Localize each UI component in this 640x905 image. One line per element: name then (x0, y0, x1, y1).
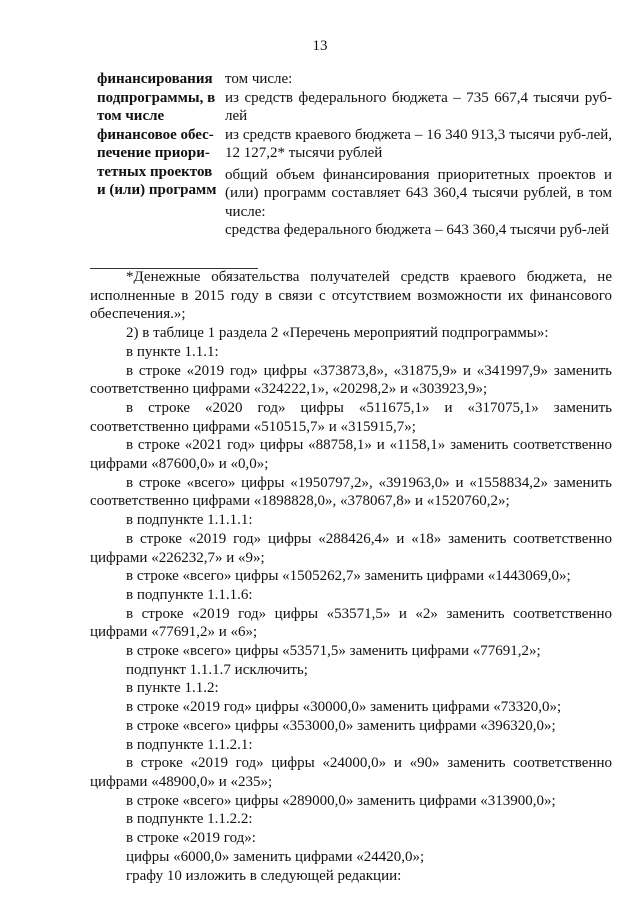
table-left-line: том числе (97, 108, 165, 124)
paragraph: в строке «всего» цифры «53571,5» заменить цифрами «77691,2»; (126, 643, 541, 660)
paragraph: в строке «2021 год» цифры «88758,1» и «1158,1» заменить соответственно цифрами «87600,0» и «0,0»; (90, 437, 612, 473)
paragraph: в пункте 1.1.1: (126, 343, 219, 360)
paragraph: в строке «2019 год» цифры «30000,0» заменить цифрами «73320,0»; (126, 699, 562, 716)
table-left-line: финансирования (97, 71, 213, 87)
table-right-para: из средств федерального бюджета – 735 667,4 тысячи руб-лей (225, 89, 612, 124)
paragraph: в подпункте 1.1.2.1: (126, 736, 253, 753)
table-left-line: подпрограммы, в (97, 89, 216, 106)
paragraph: в пункте 1.1.2: (126, 680, 219, 697)
table-right-cell (225, 70, 612, 240)
paragraph: в подпункте 1.1.1.1: (126, 512, 253, 529)
paragraph: в подпункте 1.1.1.6: (126, 586, 253, 603)
paragraph: подпункт 1.1.1.7 исключить; (126, 661, 308, 678)
paragraph: в строке «всего» цифры «353000,0» заменить цифрами «396320,0»; (126, 717, 556, 734)
table-right-para: общий объем финансирования приоритетных проектов и (или) программ составляет 643 360,4 тысячи рублей, в том числе: (225, 166, 612, 220)
paragraph: в строке «2019 год» цифры «373873,8», «31875,9» и «341997,9» заменить соответственно цифрами «324222,1», «20298,2» и «303923,9»; (90, 362, 612, 398)
paragraph: цифры «6000,0» заменить цифрами «24420,0»; (126, 848, 425, 865)
paragraph: в строке «2019 год»: (126, 830, 256, 847)
paragraph: графу 10 изложить в следующей редакции: (126, 867, 402, 884)
paragraph: в строке «2020 год» цифры «511675,1» и «317075,1» заменить соответственно цифрами «510515,7» и «315915,7»; (90, 399, 612, 435)
table-left-line: тетных проектов (97, 163, 213, 180)
paragraph: в строке «всего» цифры «1505262,7» заменить цифрами «1443069,0»; (126, 568, 571, 585)
paragraph: в строке «2019 год» цифры «288426,4» и «18» заменить соответственно цифрами «226232,7» и «9»; (90, 530, 612, 566)
paragraph: в строке «2019 год» цифры «24000,0» и «90» заменить соответственно цифрами «48900,0» и «235»; (90, 755, 612, 790)
page-number: 13 (312, 38, 328, 54)
footnote: *Денежные обязательства получателей средств краевого бюджета, не исполненные в 2015 году в связи с отсутствием возможности их финансового обеспечения.»; (90, 269, 612, 323)
table-left-line: печение приори- (97, 145, 210, 161)
document-body (90, 268, 612, 885)
paragraph: в строке «всего» цифры «1950797,2», «391963,0» и «1558834,2» заменить соответственно цифрами «1898828,0», «378067,8» и «1520760,2»; (90, 474, 612, 510)
table-right-para: из средств краевого бюджета – 16 340 913,3 тысячи руб-лей, 12 127,2* тысячи рублей (225, 126, 612, 161)
table-left-line: и (или) программ (97, 182, 217, 198)
table-right-para: том числе: (225, 71, 293, 87)
paragraph: в строке «всего» цифры «289000,0» заменить цифрами «313900,0»; (126, 792, 556, 809)
table-right-para: средства федерального бюджета – 643 360,4 тысячи руб-лей (225, 222, 609, 238)
paragraph: в подпункте 1.1.2.2: (126, 811, 253, 828)
paragraph: 2) в таблице 1 раздела 2 «Перечень мероприятий подпрограммы»: (126, 325, 549, 342)
table-left-cell (97, 70, 225, 200)
paragraph: в строке «2019 год» цифры «53571,5» и «2» заменить соответственно цифрами «77691,2» и «6»; (90, 605, 612, 641)
table-left-line: финансовое обес- (97, 126, 214, 143)
